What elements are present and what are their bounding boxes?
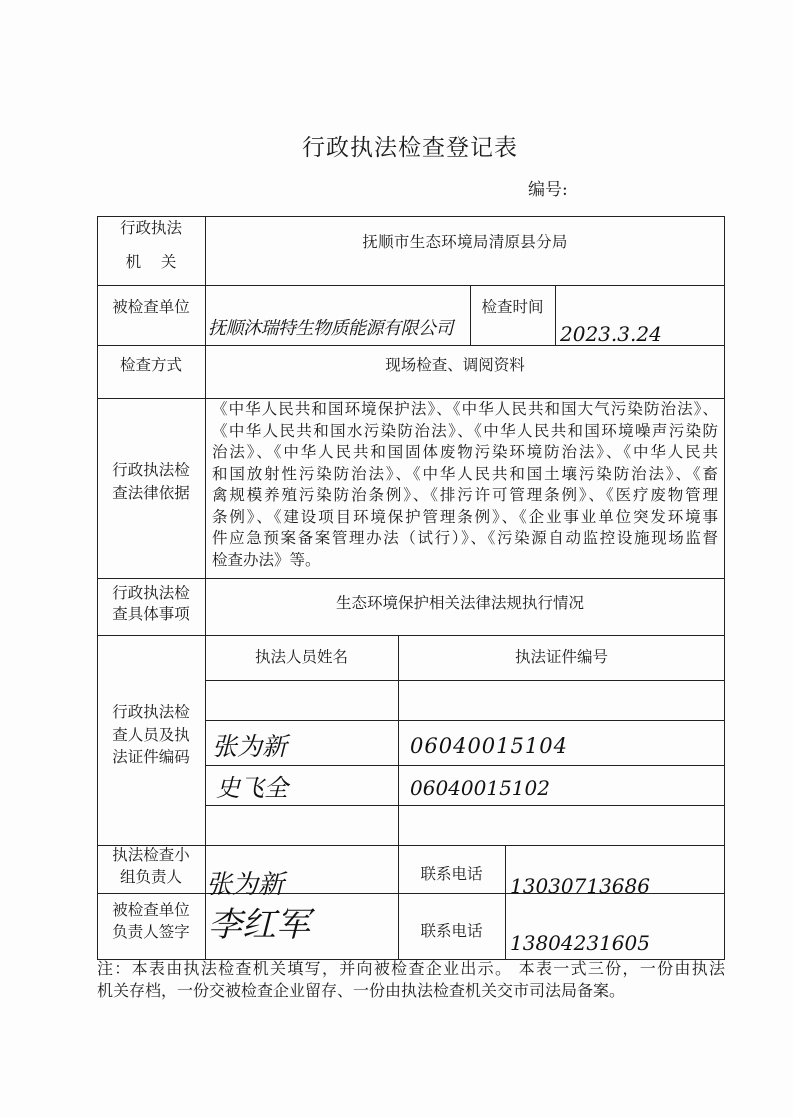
inspectors-label-line3: 法证件编码 — [112, 748, 190, 766]
legal-basis-label-line2: 查法律依据 — [112, 484, 190, 502]
agency-label-line1: 行政执法 — [119, 219, 182, 237]
inspector-name-handwritten: 张为新 — [212, 732, 288, 761]
table-line — [470, 285, 471, 345]
footnote-line: 注：本表由执法检查机关填写，并向被检查企业出示。 本表一式三份，一份由执法 — [97, 959, 725, 978]
team-leader-label-line1: 执法检查小 — [112, 846, 190, 864]
legal-basis-text — [212, 399, 718, 571]
inspector-name-handwritten: 史飞全 — [216, 774, 288, 802]
inspectors-label-line1: 行政执法检 — [112, 703, 190, 721]
legal-basis-line: 治法》、《中华人民共和国固体废物污染环境防治法》、《中华人民共 — [212, 443, 718, 461]
matters-label-line2: 查具体事项 — [112, 605, 190, 623]
unit-leader-signature: 李红军 — [208, 905, 310, 945]
legal-basis-line: 《中华人民共和国水污染防治法》、《中华人民共和国环境噪声污染防 — [212, 421, 718, 440]
inspector-id-handwritten: 06040015102 — [410, 776, 550, 800]
inspector-name-header: 执法人员姓名 — [254, 648, 348, 666]
method-label: 检查方式 — [119, 356, 182, 374]
serial-number-label: 编号: — [528, 180, 568, 200]
inspection-time-handwritten: 2023.3.24 — [560, 322, 662, 346]
table-line — [97, 285, 725, 286]
inspector-id-handwritten: 06040015104 — [410, 734, 568, 758]
unit-leader-label-line2: 负责人签字 — [112, 923, 190, 941]
table-line — [97, 635, 725, 636]
table-line — [205, 216, 206, 960]
inspector-id-header: 执法证件编号 — [514, 648, 608, 666]
team-leader-phone: 13030713686 — [510, 874, 650, 898]
team-leader-signature: 张为新 — [206, 870, 285, 900]
inspectors-label-line2: 查人员及执 — [112, 726, 190, 744]
unit-leader-phone: 13804231605 — [510, 931, 650, 955]
legal-basis-label-line1: 行政执法检 — [112, 461, 190, 479]
inspected-unit-handwritten: 抚顺沐瑞特生物质能源有限公司 — [208, 318, 453, 339]
table-line — [398, 635, 399, 960]
legal-basis-line: 检查办法》等。 — [212, 550, 321, 569]
inspected-unit-label: 被检查单位 — [112, 298, 190, 316]
matters-value: 生态环境保护相关法律法规执行情况 — [335, 594, 584, 612]
agency-label-line2: 机 关 — [125, 253, 177, 271]
footnote-line: 机关存档，一份交被检查企业留存、一份由执法检查机关交市司法局备案。 — [97, 981, 626, 1000]
team-leader-phone-label: 联系电话 — [420, 865, 483, 883]
unit-leader-phone-label: 联系电话 — [420, 922, 483, 940]
legal-basis-line: 和国放射性污染防治法》、《中华人民共和国土壤污染防治法》、《畜 — [212, 464, 718, 483]
table-line — [505, 845, 506, 960]
legal-basis-line: 《中华人民共和国环境保护法》、《中华人民共和国大气污染防治法》、 — [212, 400, 718, 418]
form-title: 行政执法检查登记表 — [302, 135, 518, 161]
legal-basis-line: 禽规模养殖污染防治条例》、《排污许可管理条例》、《医疗废物管理 — [212, 486, 718, 504]
team-leader-label-line2: 组负责人 — [119, 868, 182, 886]
legal-basis-line: 条例》、《建设项目环境保护管理条例》、《企业事业单位突发环境事 — [212, 507, 718, 526]
method-value: 现场检查、调阅资料 — [385, 356, 525, 374]
table-line — [205, 680, 725, 681]
footnote — [97, 958, 725, 1002]
legal-basis-line: 件应急预案备案管理办法（试行）》、《污染源自动监控设施现场监督 — [212, 529, 718, 547]
matters-label-line1: 行政执法检 — [112, 584, 190, 602]
agency-value: 抚顺市生态环境局清原县分局 — [362, 233, 568, 251]
unit-leader-label-line1: 被检查单位 — [112, 901, 190, 919]
inspection-time-label: 检查时间 — [481, 298, 544, 316]
table-line — [97, 845, 725, 846]
table-line — [205, 805, 725, 806]
table-line — [205, 765, 725, 766]
table-line — [205, 720, 725, 721]
table-line — [97, 578, 725, 579]
table-line — [555, 285, 556, 345]
